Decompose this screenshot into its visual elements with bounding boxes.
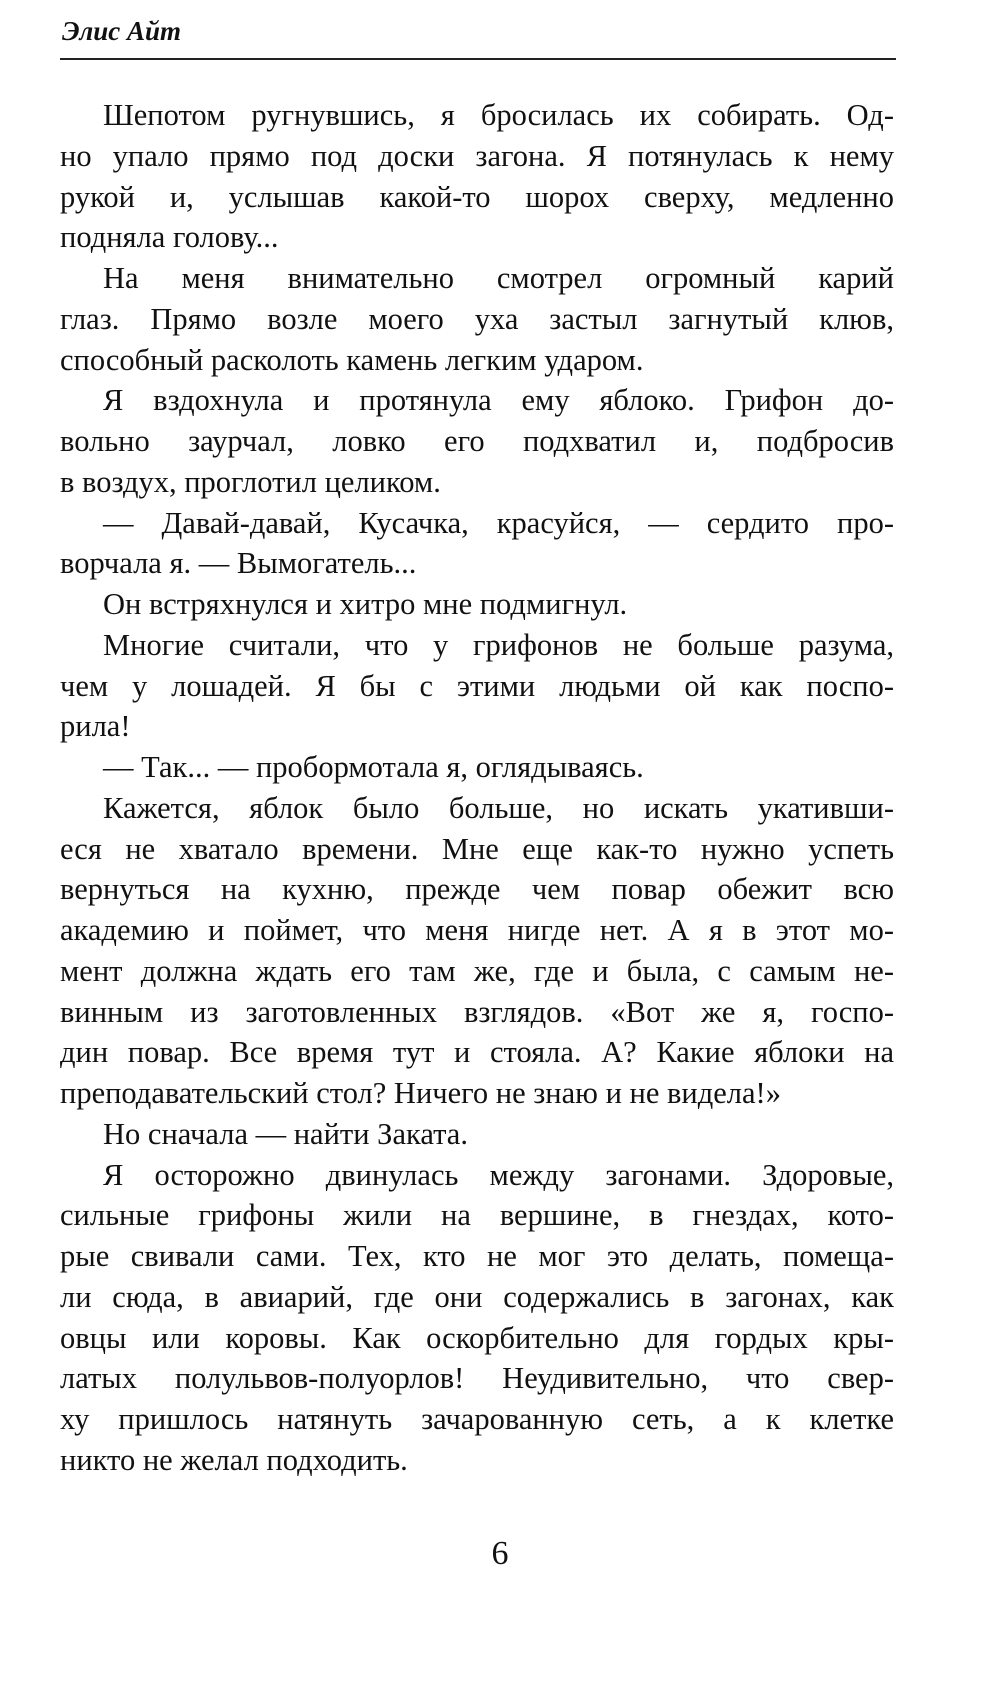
text-line: винным из заготовленных взглядов. «Вот же я, госпо-	[60, 994, 894, 1029]
page-number: 6	[491, 1535, 509, 1572]
text-line: Я осторожно двинулась между загонами. Здоровые,	[103, 1157, 894, 1192]
text-line: — Так... — пробормотала я, оглядываясь.	[103, 750, 644, 784]
text-line: рукой и, услышав какой-то шорох сверху, медленно	[60, 179, 894, 214]
text-line: ли сюда, в авиарий, где они содержались в загонах, как	[60, 1279, 894, 1314]
text-line: но упало прямо под доски загона. Я потянулась к нему	[60, 138, 894, 173]
text-line: Многие считали, что у грифонов не больше разума,	[103, 627, 894, 662]
running-header: Элис Айт	[62, 16, 182, 46]
text-line: ху пришлось натянуть зачарованную сеть, а к клетке	[60, 1402, 894, 1436]
text-line: в воздух, проглотил целиком.	[60, 464, 441, 499]
text-line: еся не хватало времени. Мне еще как-то нужно успеть	[60, 831, 894, 866]
text-line: подняла голову...	[60, 220, 279, 255]
text-line: преподавательский стол? Ничего не знаю и не видела!»	[60, 1076, 781, 1110]
body-text	[60, 95, 894, 1481]
text-line: Шепотом ругнувшись, я бросилась их собирать. Од-	[103, 98, 894, 132]
text-line: вернуться на кухню, прежде чем повар обежит всю	[60, 872, 894, 907]
text-line: сильные грифоны жили на вершине, в гнездах, кото-	[60, 1198, 894, 1233]
text-line: овцы или коровы. Как оскорбительно для гордых кры-	[60, 1320, 894, 1355]
text-line: дин повар. Все время тут и стояла. А? Какие яблоки на	[60, 1035, 894, 1070]
text-line: рые свивали сами. Тех, кто не мог это делать, помеща-	[60, 1239, 894, 1273]
text-line: Кажется, яблок было больше, но искать укативши-	[103, 790, 894, 825]
text-line: способный расколоть камень легким ударом.	[60, 342, 644, 377]
header-rule	[60, 58, 896, 60]
text-line: Я вздохнула и протянула ему яблоко. Грифон до-	[103, 383, 894, 418]
text-line: Он встряхнулся и хитро мне подмигнул.	[103, 587, 628, 621]
text-line: академию и поймет, что меня нигде нет. А я в этот мо-	[60, 913, 894, 947]
text-line: мент должна ждать его там же, где и была, с самым не-	[60, 953, 894, 988]
text-line: — Давай-давай, Кусачка, красуйся, — сердито про-	[103, 505, 894, 540]
text-line: латых полульвов-полуорлов! Неудивительно, что свер-	[60, 1361, 894, 1396]
text-line: Но сначала — найти Заката.	[103, 1116, 468, 1151]
text-line: никто не желал подходить.	[60, 1442, 408, 1477]
text-line: ворчала я. — Вымогатель...	[60, 546, 417, 581]
text-line: На меня внимательно смотрел огромный карий	[103, 261, 894, 295]
text-line: рила!	[60, 709, 131, 744]
text-line: вольно заурчал, ловко его подхватил и, подбросив	[60, 424, 894, 458]
text-line: чем у лошадей. Я бы с этими людьми ой как поспо-	[60, 668, 894, 703]
text-line: глаз. Прямо возле моего уха застыл загнутый клюв,	[60, 301, 894, 336]
